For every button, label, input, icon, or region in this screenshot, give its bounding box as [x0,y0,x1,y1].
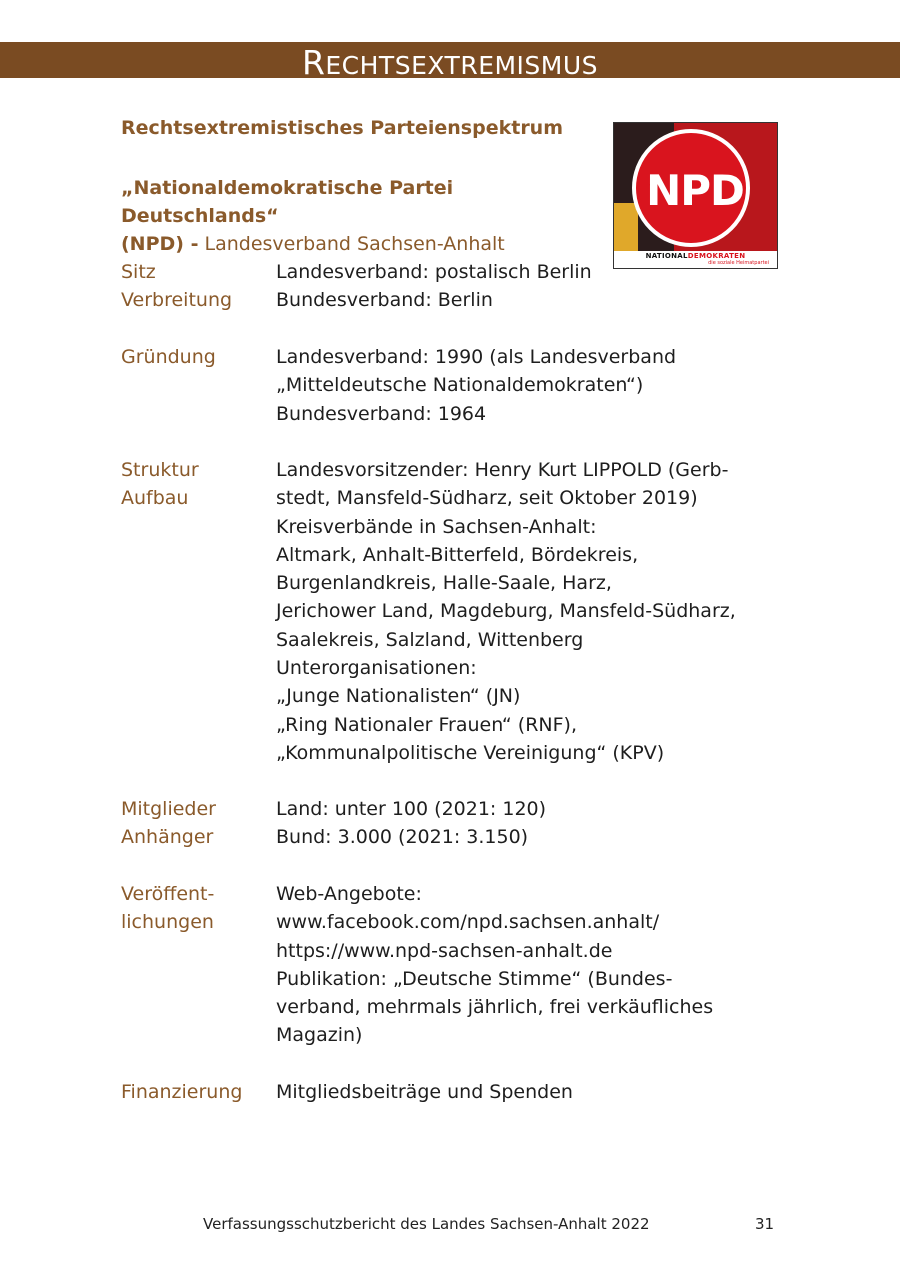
logo-circle [632,129,750,247]
party-regional: Landesverband Sachsen-Anhalt [198,233,505,255]
row-value: Mitgliedsbeiträge und Spenden [276,1081,573,1103]
banner-text: ECHTSEXTREMISMUS [325,51,599,80]
row-label: Mitglieder Anhänger [121,798,216,849]
row-value: Landesvorsitzender: Henry Kurt LIPPOLD (Gerb- stedt, Mansfeld-Südharz, seit Oktober 2019) Kreisverbände in Sachsen-Anhalt: Altmark, Anhalt-Bitterfeld, Bördekreis, Burgenlandkreis, Halle-Saale, Harz, Jerichower Land, Magdeburg, Mansfeld-Südharz, Saalekreis, Salzland, Wittenberg Unterorganisationen: „Junge Nationalisten“ (JN) „Ring Nationaler Frauen“ (RNF), „Kommunalpolitische Vereinigung“ (KPV) [276,459,736,764]
row-value: Landesverband: postalisch Berlin Bundesverband: Berlin [276,261,592,312]
logo-text: NPD [646,166,744,215]
logo-slogan: die soziale Heimatpartei [708,260,769,266]
page-number: 31 [755,1215,775,1233]
party-name: „Nationaldemokratische Partei Deutschlands“ [121,177,454,227]
row-label: Struktur Aufbau [121,459,199,510]
row-value: Landesverband: 1990 (als Landesverband „Mitteldeutsche Nationaldemokraten“) Bundesverband: 1964 [276,346,677,425]
party-abbr: (NPD) - [121,233,199,255]
chapter-banner [0,42,900,82]
logo-brand: NATIONALDEMOKRATEN [645,252,746,260]
party-title [121,174,601,258]
row-value: Web-Angebote: www.facebook.com/npd.sachsen.anhalt/ https://www.npd-sachsen-anhalt.de Publikation: „Deutsche Stimme“ (Bundes- verband, mehrmals jährlich, frei verkäufliches Magazin) [276,883,714,1047]
row-value: Land: unter 100 (2021: 120) Bund: 3.000 (2021: 3.150) [276,798,547,849]
npd-logo [613,122,778,269]
footer-text: Verfassungsschutzbericht des Landes Sachsen-Anhalt 2022 [203,1215,650,1233]
row-label: Gründung [121,346,216,368]
section-title: Rechtsextremistisches Parteienspektrum [121,117,564,139]
row-label: Sitz Verbreitung [121,261,233,312]
banner-initial: R [301,43,326,82]
row-label: Veröffent- lichungen [121,883,215,934]
row-label: Finanzierung [121,1081,243,1103]
